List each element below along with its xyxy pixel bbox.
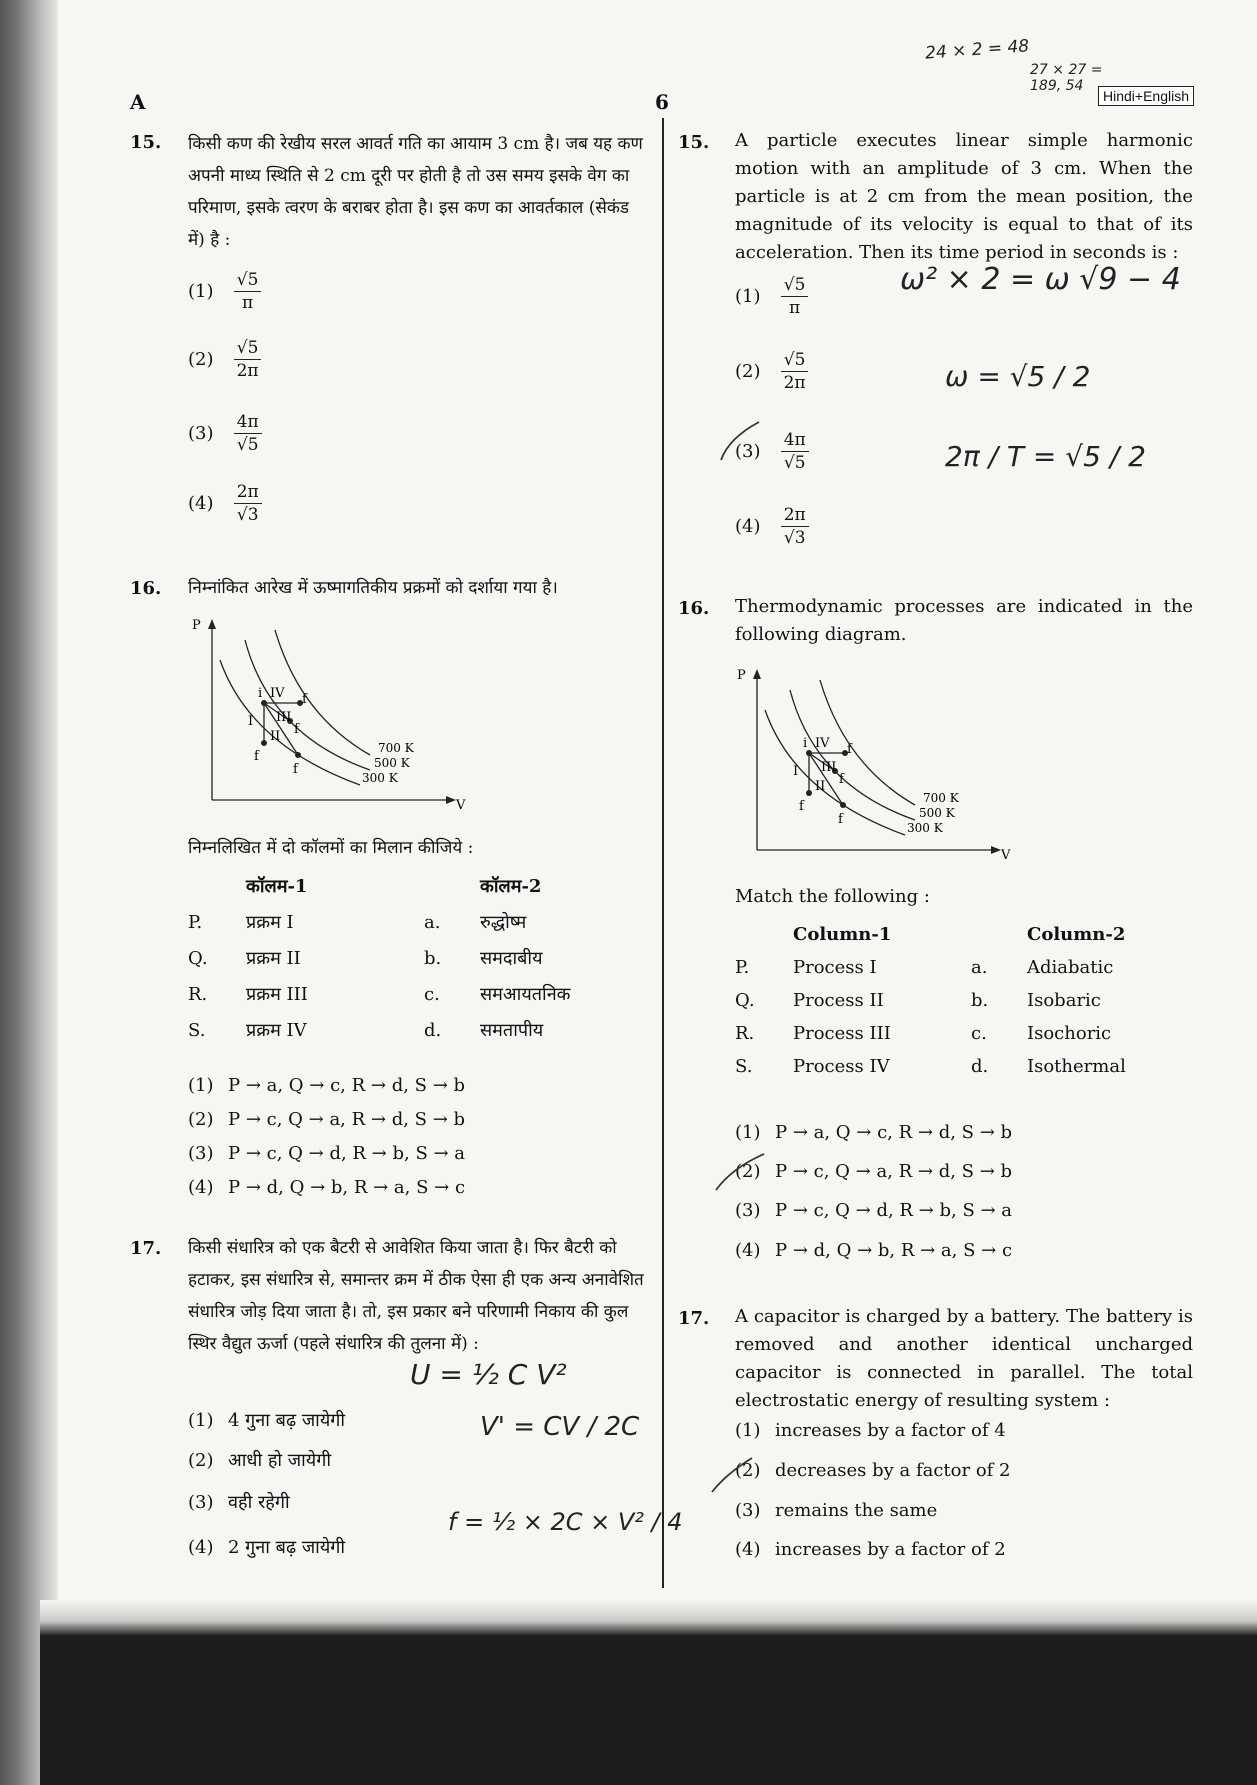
en-q15-option-1[interactable] <box>735 275 808 318</box>
hi-q15-option-3[interactable] <box>188 412 262 455</box>
denominator: 2π <box>783 373 806 393</box>
option-text: वही रहेगी <box>228 1492 290 1513</box>
row-value: प्रक्रम I <box>246 912 294 933</box>
option-number: (2) <box>735 360 761 382</box>
option-number: (2) <box>735 1161 761 1182</box>
v-axis-arrow <box>446 796 456 804</box>
column-divider <box>662 118 664 1588</box>
row-value: प्रक्रम III <box>246 984 308 1005</box>
en-q16-option-4[interactable] <box>735 1240 1012 1261</box>
denominator: √3 <box>236 505 259 525</box>
fraction <box>781 350 809 393</box>
option-number: (1) <box>735 1420 761 1441</box>
en-q17-option-4[interactable] <box>735 1539 1006 1560</box>
option-text: increases by a factor of 4 <box>775 1420 1006 1441</box>
option-number: (2) <box>188 1109 214 1130</box>
option-text: P → d, Q → b, R → a, S → c <box>228 1177 466 1198</box>
option-text: P → c, Q → a, R → d, S → b <box>228 1109 466 1130</box>
row-key: P. <box>188 911 203 933</box>
p-label: P <box>737 668 746 683</box>
denominator: 2π <box>236 361 259 381</box>
v-label: V <box>1001 848 1011 863</box>
scan-bottom-edge <box>40 1635 1257 1785</box>
row-match: रुद्धोष्म <box>480 912 527 933</box>
en-q16-option-3[interactable] <box>735 1200 1012 1221</box>
option-number: (3) <box>188 1143 214 1164</box>
option-number: (2) <box>188 348 214 370</box>
fraction <box>781 430 809 473</box>
p-axis-arrow <box>753 669 761 679</box>
row-key: Q. <box>188 947 208 969</box>
final-point-ii <box>295 752 301 758</box>
row-letter: b. <box>424 947 442 969</box>
hi-q16-match-table <box>188 868 630 1048</box>
fraction <box>234 338 262 381</box>
row-key: R. <box>188 983 208 1005</box>
label-300k: 300 K <box>362 771 398 785</box>
fraction <box>234 412 262 455</box>
f-label-iv: f <box>847 742 852 757</box>
p-label: P <box>192 618 201 633</box>
en-q17-option-1[interactable] <box>735 1420 1006 1441</box>
table-row <box>735 1050 1177 1083</box>
row-key: S. <box>735 1056 753 1077</box>
handwritten-voltage-calc: V' = CV / 2C <box>480 1412 640 1442</box>
scan-left-edge <box>0 0 58 1785</box>
option-number: (1) <box>188 1075 214 1096</box>
i-label: i <box>803 736 808 751</box>
hi-q17-option-3[interactable] <box>188 1490 290 1514</box>
hi-q16-text: निम्नांकित आरेख में ऊष्मागतिकीय प्रक्रमों को दर्शाया गया है। <box>188 578 558 598</box>
en-q15-option-4[interactable] <box>735 505 809 548</box>
hi-q17-number: 17. <box>130 1238 162 1259</box>
label-iv: IV <box>815 736 830 751</box>
final-point-ii <box>840 802 846 808</box>
row-letter: c. <box>971 1023 987 1044</box>
scan-bottom-shadow <box>40 1600 1257 1635</box>
col1-head: कॉलम-1 <box>246 876 308 897</box>
set-label: A <box>130 90 146 114</box>
en-q16-number: 16. <box>678 598 710 619</box>
option-text: decreases by a factor of 2 <box>775 1460 1011 1481</box>
option-text: 4 गुना बढ़ जायेगी <box>228 1410 346 1431</box>
row-key: S. <box>188 1019 206 1041</box>
label-iii: III <box>821 760 837 775</box>
en-q17-option-3[interactable] <box>735 1500 937 1521</box>
isotherm-700k <box>820 680 915 805</box>
denominator: π <box>241 293 254 313</box>
denominator: √5 <box>783 453 806 473</box>
handwritten-omega-value: ω = √5 / 2 <box>945 360 1091 393</box>
label-500k: 500 K <box>919 806 955 820</box>
option-number: (3) <box>735 440 761 462</box>
en-q17-text: A capacitor is charged by a battery. The battery is removed and another identical uncharged capacitor is connected in parallel. The total electrostatic energy of resulting system : <box>735 1306 1193 1411</box>
table-row <box>735 951 1177 984</box>
label-500k: 500 K <box>374 756 410 770</box>
v-label: V <box>456 798 466 813</box>
en-q16-match-intro: Match the following : <box>735 886 930 907</box>
v-axis-arrow <box>991 846 1001 854</box>
option-text: P → c, Q → d, R → b, S → a <box>228 1143 466 1164</box>
page-number: 6 <box>655 90 669 114</box>
p-axis-arrow <box>208 619 216 629</box>
option-text: आधी हो जायेगी <box>228 1450 332 1471</box>
denominator: √3 <box>783 528 806 548</box>
row-letter: a. <box>424 911 441 933</box>
label-iii: III <box>276 710 292 725</box>
col2-head: कॉलम-2 <box>480 876 542 897</box>
option-text: P → c, Q → d, R → b, S → a <box>775 1200 1013 1221</box>
hi-q16-option-4[interactable] <box>188 1177 465 1198</box>
en-q17-number: 17. <box>678 1308 710 1329</box>
row-value: Process II <box>793 990 884 1011</box>
option-number: (1) <box>735 285 761 307</box>
handwritten-calc-top: 24 × 2 = 48 <box>924 36 1030 64</box>
numerator: √5 <box>781 350 809 372</box>
hi-q16-option-1[interactable] <box>188 1075 465 1096</box>
numerator: √5 <box>781 275 809 297</box>
numerator: 2π <box>781 505 809 527</box>
numerator: 4π <box>781 430 809 452</box>
f-label-iii: f <box>294 722 299 737</box>
language-tag: Hindi+English <box>1098 86 1194 106</box>
option-number: (3) <box>188 1492 214 1513</box>
option-text: P → d, Q → b, R → a, S → c <box>775 1240 1013 1261</box>
i-label: i <box>258 686 263 701</box>
en-q17-option-2[interactable] <box>735 1460 1011 1481</box>
row-value: Process III <box>793 1023 891 1044</box>
fraction <box>234 270 262 313</box>
option-text: P → c, Q → a, R → d, S → b <box>775 1161 1013 1182</box>
row-letter: d. <box>971 1056 989 1077</box>
option-number: (2) <box>735 1460 761 1481</box>
en-q15-option-2[interactable] <box>735 350 808 393</box>
table-row <box>735 984 1177 1017</box>
col2-head: Column-2 <box>1027 924 1126 945</box>
row-match: Isothermal <box>1027 1056 1126 1077</box>
final-point-i <box>261 740 267 746</box>
f-label-iii: f <box>839 772 844 787</box>
label-iv: IV <box>270 686 285 701</box>
hi-q15-number: 15. <box>130 132 162 153</box>
numerator: 4π <box>234 412 262 434</box>
option-number: (4) <box>188 492 214 514</box>
hi-q15-option-4[interactable] <box>188 482 262 525</box>
option-text: remains the same <box>775 1500 938 1521</box>
row-letter: c. <box>424 983 440 1005</box>
table-row <box>735 1017 1177 1050</box>
option-number: (1) <box>188 1410 214 1431</box>
hi-q17-option-4[interactable] <box>188 1535 345 1559</box>
row-match: Isochoric <box>1027 1023 1112 1044</box>
en-q16-option-2[interactable] <box>735 1161 1012 1182</box>
label-ii: II <box>270 729 281 744</box>
hi-q15-option-1[interactable] <box>188 270 261 313</box>
handwritten-omega-equation: ω² × 2 = ω √9 − 4 <box>900 262 1181 297</box>
option-text: increases by a factor of 2 <box>775 1539 1006 1560</box>
numerator: 2π <box>234 482 262 504</box>
row-match: समदाबीय <box>480 948 543 969</box>
hi-q16-match-intro: निम्नलिखित में दो कॉलमों का मिलान कीजिये : <box>188 838 474 858</box>
en-q16-option-1[interactable] <box>735 1122 1012 1143</box>
option-number: (4) <box>735 1240 761 1261</box>
row-key: R. <box>735 1023 755 1044</box>
row-letter: a. <box>971 957 988 978</box>
f-label-ii: f <box>293 762 298 777</box>
row-letter: b. <box>971 990 989 1011</box>
option-number: (4) <box>188 1177 214 1198</box>
table-row <box>188 940 630 976</box>
en-q16-text: Thermodynamic processes are indicated in the following diagram. <box>735 596 1193 645</box>
fraction <box>234 482 262 525</box>
fraction <box>781 275 809 318</box>
row-value: प्रक्रम II <box>246 948 301 969</box>
option-number: (1) <box>188 280 214 302</box>
row-match: समआयतनिक <box>480 984 571 1005</box>
hi-q15-option-2[interactable] <box>188 338 261 381</box>
option-number: (3) <box>735 1200 761 1221</box>
f-label-iv: f <box>302 692 307 707</box>
label-i: I <box>793 764 799 779</box>
row-match: Adiabatic <box>1027 957 1114 978</box>
f-label-i: f <box>799 799 804 814</box>
row-value: Process IV <box>793 1056 890 1077</box>
hi-q15-text: किसी कण की रेखीय सरल आवर्त गति का आयाम 3 cm है। जब यह कण अपनी माध्य स्थिति से 2 cm दूरी पर होती है तो उस समय इसके वेग का परिमाण, इसके त्वरण के बराबर होता है। इस कण का आवर्तकाल (सेकंड में) है : <box>188 134 643 250</box>
label-700k: 700 K <box>378 741 414 755</box>
hi-q16-option-2[interactable] <box>188 1109 465 1130</box>
handwritten-period-equation: 2π / T = √5 / 2 <box>945 440 1146 473</box>
denominator: √5 <box>236 435 259 455</box>
isotherm-700k <box>275 630 370 755</box>
fraction <box>781 505 809 548</box>
numerator: √5 <box>234 270 262 292</box>
row-letter: d. <box>424 1019 442 1041</box>
en-q15-text: A particle executes linear simple harmonic motion with an amplitude of 3 cm. When the particle is at 2 cm from the mean position, the magnitude of its velocity is equal to that of its acceleration. Then its time period in seconds is : <box>735 130 1193 263</box>
option-text: 2 गुना बढ़ जायेगी <box>228 1537 346 1558</box>
option-number: (3) <box>188 422 214 444</box>
option-text: P → a, Q → c, R → d, S → b <box>775 1122 1013 1143</box>
handwritten-calc-top-2: 27 × 27 = 189, 54 <box>1030 62 1103 94</box>
option-number: (4) <box>735 1539 761 1560</box>
option-number: (1) <box>735 1122 761 1143</box>
col1-head: Column-1 <box>793 924 892 945</box>
option-text: P → a, Q → c, R → d, S → b <box>228 1075 466 1096</box>
hi-q16-number: 16. <box>130 578 162 599</box>
table-row <box>188 904 630 940</box>
denominator: π <box>788 298 801 318</box>
en-pv-diagram <box>735 665 1015 865</box>
hi-q17-option-1[interactable] <box>188 1408 345 1432</box>
f-label-ii: f <box>838 812 843 827</box>
label-300k: 300 K <box>907 821 943 835</box>
en-q15-number: 15. <box>678 132 710 153</box>
table-row <box>188 1012 630 1048</box>
row-key: P. <box>735 957 750 978</box>
row-match: समतापीय <box>480 1020 544 1041</box>
hi-q17-option-2[interactable] <box>188 1448 331 1472</box>
label-i: I <box>248 714 254 729</box>
option-number: (4) <box>188 1537 214 1558</box>
en-q16-match-table <box>735 918 1177 1083</box>
label-ii: II <box>815 779 826 794</box>
hi-pv-diagram <box>190 615 470 815</box>
handwritten-final-energy: f = ½ × 2C × V² / 4 <box>448 1508 683 1536</box>
handwritten-energy-formula: U = ½ C V² <box>410 1358 567 1391</box>
option-number: (4) <box>735 515 761 537</box>
tick-mark-en-q17 <box>708 1452 758 1497</box>
hi-q17-text: किसी संधारित्र को एक बैटरी से आवेशित किया जाता है। फिर बैटरी को हटाकर, इस संधारित्र से, समान्तर क्रम में ठीक ऐसा ही एक अन्य अनावेशित संधारित्र जोड़ दिया जाता है। तो, इस प्रकार बने परिणामी निकाय की कुल स्थिर वैद्युत ऊर्जा (पहले संधारित्र की तुलना में) : <box>188 1238 644 1354</box>
row-key: Q. <box>735 990 755 1011</box>
row-match: Isobaric <box>1027 990 1101 1011</box>
row-value: प्रक्रम IV <box>246 1020 307 1041</box>
label-700k: 700 K <box>923 791 959 805</box>
final-point-i <box>806 790 812 796</box>
row-value: Process I <box>793 957 877 978</box>
hi-q16-option-3[interactable] <box>188 1143 465 1164</box>
tick-mark-en-q16 <box>712 1150 772 1195</box>
f-label-i: f <box>254 749 259 764</box>
tick-mark-en-q15 <box>715 418 765 468</box>
table-row <box>188 976 630 1012</box>
option-number: (3) <box>735 1500 761 1521</box>
option-number: (2) <box>188 1450 214 1471</box>
numerator: √5 <box>234 338 262 360</box>
